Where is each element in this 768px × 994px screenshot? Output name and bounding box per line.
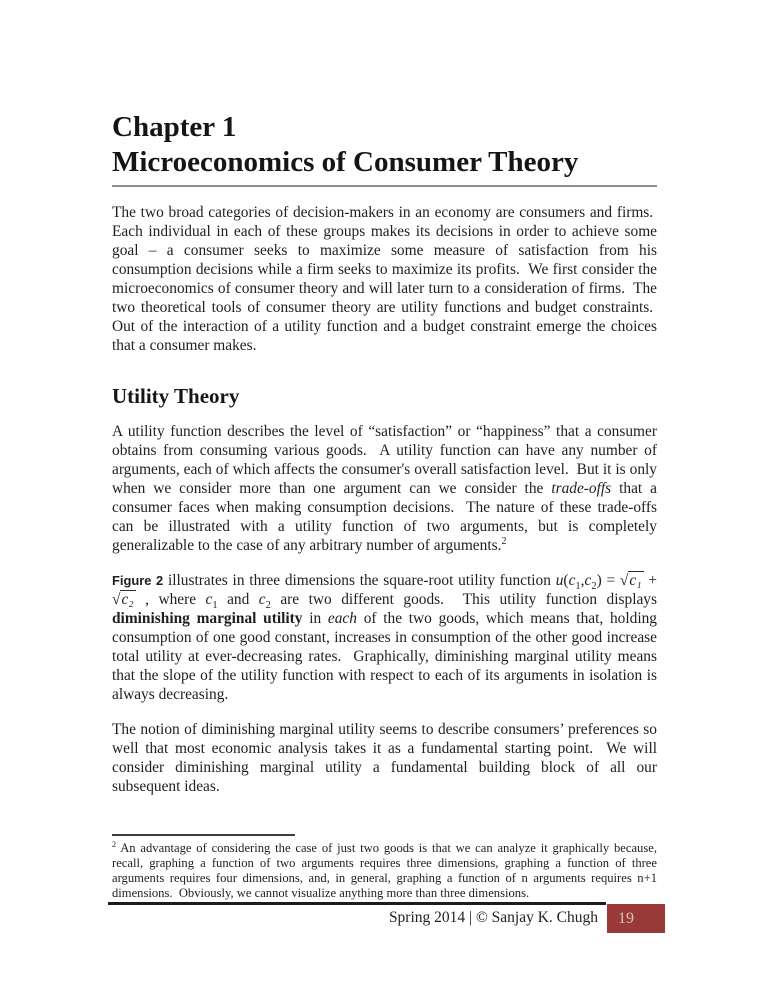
footer-divider bbox=[108, 902, 606, 905]
chapter-title-block bbox=[112, 110, 657, 187]
footnote-area bbox=[112, 834, 657, 901]
section-heading-utility-theory: Utility Theory bbox=[112, 384, 240, 408]
page-content bbox=[112, 0, 657, 796]
page-number-badge: 19 bbox=[607, 904, 665, 933]
paragraph-utility-function: A utility function describes the level of “satisfaction” or “happiness” that a consumer obtains from consuming various goods. A utility function can have any number of arguments, each of which affects the consumer's overall satisfaction level. But it is only when we consider more than one argument can we consider the trade-offs that a consumer faces when making consumption decisions. The nature of these trade-offs can be illustrated with a utility function of two arguments, but is completely generalizable to the case of any arbitrary number of arguments.$^2$ bbox=[112, 423, 657, 554]
paragraph-diminishing-marginal-utility: The notion of diminishing marginal utility seems to describe consumers’ preferences so well that most economic analysis takes it as a fundamental starting point. We will consider diminishing marginal utility a fundamental building block of all our subsequent ideas. bbox=[112, 721, 657, 795]
footnote-divider bbox=[112, 834, 295, 836]
paragraph-figure-2: Figure 2 illustrates in three dimensions the square-root utility function $u(c_1,c_2) = √c_1 + √c_2$ , where $c_1$ and $c_2$ are two different goods. This utility function displays diminishing marginal utility in each of the two goods, which means that, holding consumption of one good constant, increases in consumption of the other good increase total utility at ever-decreasing rates. Graphically, diminishing marginal utility means that the slope of the utility function with respect to each of its arguments in isolation is always decreasing. bbox=[112, 572, 658, 703]
chapter-number: Chapter 1 bbox=[112, 111, 237, 143]
paragraph-intro: The two broad categories of decision-makers in an economy are consumers and firms. Each individual in each of these groups makes its decisions in order to achieve some goal – a consumer seeks to maximize some measure of satisfaction from his consumption decisions while a firm seeks to maximize its profits. We first consider the microeconomics of consumer theory and will later turn to a consideration of firms. The two theoretical tools of consumer theory are utility functions and budget constraints. Out of the interaction of a utility function and a budget constraint emerge the choices that a consumer makes. bbox=[112, 204, 657, 354]
footnote-text: $^2$ An advantage of considering the case of just two goods is that we can analyze it graphically because, recall, graphing a function of two arguments requires three dimensions, graphing a function of three arguments requires four dimensions, and, in general, graphing a function of n arguments requires n+1 dimensions. Obviously, we cannot visualize anything more than three dimensions. bbox=[112, 839, 657, 900]
chapter-title: Microeconomics of Consumer Theory bbox=[112, 146, 579, 178]
footer-credit: Spring 2014 | © Sanjay K. Chugh bbox=[388, 909, 598, 926]
